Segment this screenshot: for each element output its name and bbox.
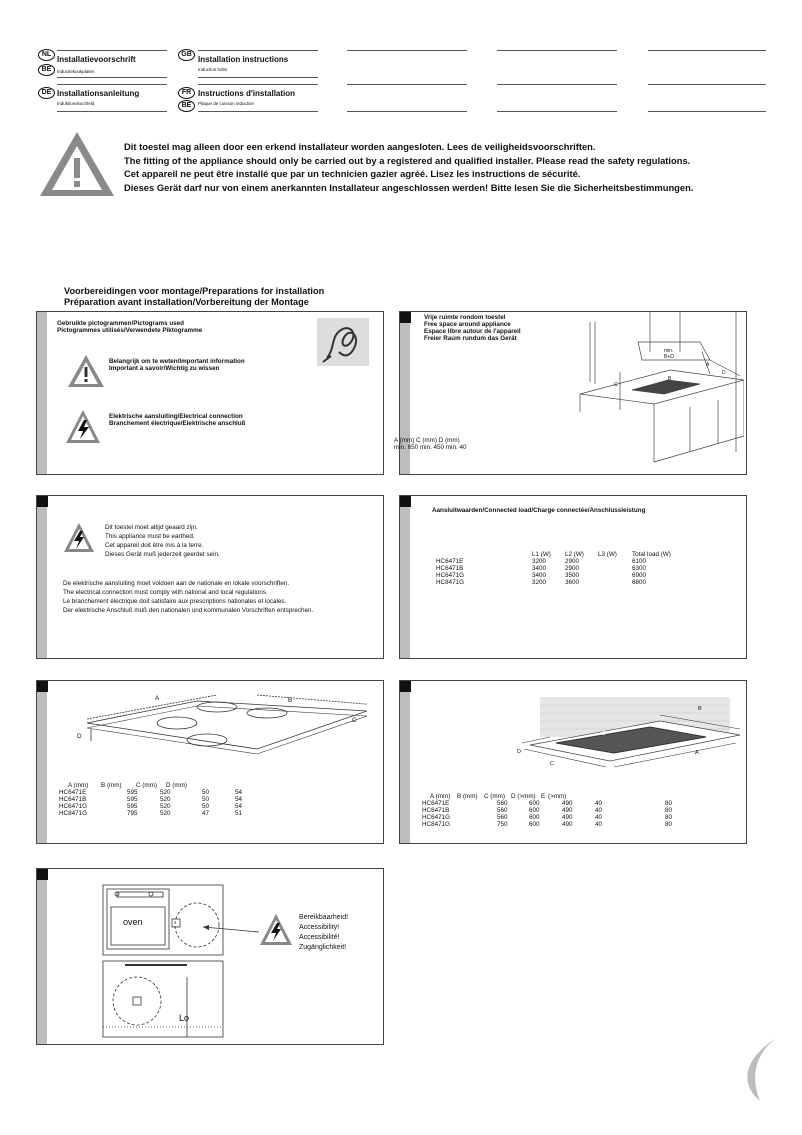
- earth-text-fr: Cet appareil doit être mis à la terre.: [105, 542, 204, 549]
- table-cell: 560: [497, 800, 508, 807]
- table-row: [422, 821, 672, 828]
- table-cell: 40: [595, 821, 603, 828]
- table-cell: 80: [665, 800, 673, 807]
- lang-badge-be: BE: [38, 64, 55, 76]
- panel-hob-dimensions: [36, 680, 384, 844]
- hob-label-c: C: [352, 717, 357, 724]
- column-header: L3 (W): [598, 551, 617, 558]
- column-header: [436, 551, 532, 558]
- lang-badge-gb: GB: [178, 49, 195, 61]
- accessibility-nl: Bereikbaarheid!: [299, 914, 349, 921]
- table-cell: 54: [235, 796, 243, 803]
- column-header: [59, 782, 68, 789]
- free-space-title-1: Vrije ruimte rondom toestel: [424, 314, 506, 321]
- header-title-de: Installationsanleitung: [57, 89, 140, 98]
- important-info-label-2: Important à savoir/Wichtig zu wissen: [109, 365, 220, 372]
- table-cell: 6800: [632, 579, 647, 586]
- label-a: A: [706, 362, 710, 368]
- table-row: [422, 807, 672, 814]
- hob-dimension-diagram: [77, 689, 367, 765]
- warning-line-fr: Cet appareil ne peut être installé que par un technicien gazier agréé. Lisez les instructions de sécurité.: [124, 168, 581, 179]
- accessibility-gb: Accessibility!: [299, 924, 340, 931]
- column-header: B (mm): [457, 793, 478, 800]
- table-cell: HC6471G: [422, 814, 451, 821]
- table-cell: 595: [127, 789, 138, 796]
- column-header: Total load (W): [632, 551, 671, 558]
- label-b-plus-d: B+D: [664, 354, 674, 360]
- table-cell: 3400: [532, 572, 547, 579]
- hob-dimensions-rows: [59, 789, 242, 817]
- electrical-label-2: Branchement électrique/Elektrische anschluß: [109, 420, 246, 427]
- table-cell: [598, 558, 632, 565]
- table-row: [422, 800, 672, 807]
- table-cell: 520: [160, 796, 171, 803]
- label-min: min.: [664, 348, 674, 354]
- column-header: C (mm): [136, 782, 157, 789]
- brand-swoosh-logo: [720, 1035, 780, 1105]
- regulation-text-fr: Le branchement électrique doit satisfaire aux prescriptions nationales et locales.: [63, 598, 287, 605]
- table-cell: 80: [665, 814, 673, 821]
- regulation-text-de: Der elektrische Anschluß muß den nationalen und kommunalen Vorschriften entsprechen.: [63, 607, 314, 614]
- table-cell: 51: [235, 810, 243, 817]
- table-cell: [598, 565, 632, 572]
- section-title-line2: Préparation avant installation/Vorbereitung der Montage: [64, 296, 309, 307]
- header-sub-de: Induktionskochfeld: [57, 101, 95, 106]
- warning-line-nl: Dit toestel mag alleen door een erkend installateur worden aangesloten. Lees de veiligheidsvoorschriften.: [124, 141, 596, 152]
- earth-text-de: Dieses Gerät muß jederzeit geerdet sein.: [105, 551, 220, 558]
- pictograms-title-2: Pictogrammes utilisés/Verwendete Piktogramme: [57, 327, 203, 334]
- table-cell: 80: [665, 821, 673, 828]
- table-row: [436, 579, 671, 586]
- oven-accessibility-diagram: [97, 881, 237, 1041]
- table-cell: [598, 579, 632, 586]
- free-space-title-3: Espace libre autour de l'appareil: [424, 328, 521, 335]
- label-d: D: [722, 370, 726, 376]
- table-cell: HC8471G: [59, 810, 88, 817]
- column-header: D (>mm): [511, 793, 536, 800]
- clearance-dims-values: min. 650 min. 450 min. 40: [394, 444, 467, 451]
- label-c: C: [614, 382, 618, 388]
- table-cell: HC6471B: [59, 796, 87, 803]
- table-row: [436, 558, 671, 565]
- cutout-header: [430, 793, 566, 800]
- lo-label: Lo: [179, 1013, 190, 1023]
- table-cell: 54: [235, 803, 243, 810]
- electrical-label-1: Elektrische aansluiting/Electrical connection: [109, 413, 243, 420]
- table-cell: 600: [529, 814, 540, 821]
- panel-cutout-dimensions: [399, 680, 747, 844]
- table-cell: 3500: [565, 572, 580, 579]
- panel-connected-load: [399, 495, 747, 659]
- hob-dimensions-table: [59, 782, 187, 789]
- table-header-row: [430, 793, 566, 800]
- table-row: [436, 565, 671, 572]
- warning-line-de: Dieses Gerät darf nur von einem anerkannten Installateur angeschlossen werden! Bitte lesen Sie die Sicherheitsbestimmungen.: [124, 181, 694, 193]
- hob-label-b: B: [288, 697, 293, 704]
- header-sub-nl: Inductiekookplaten: [57, 69, 95, 74]
- table-row: [59, 796, 242, 803]
- kitchen-clearance-diagram: [550, 312, 744, 472]
- table-cell: 750: [497, 821, 508, 828]
- table-cell: HC6471B: [436, 565, 464, 572]
- free-space-title-2: Free space around appliance: [424, 321, 511, 328]
- regulation-text-gb: The electrical connection must comply with national and local regulations.: [63, 589, 268, 596]
- connected-load-title: Aansluitwaarden/Connected load/Charge connectée/Anschlussleistung: [432, 507, 646, 514]
- table-cell: 3200: [532, 558, 547, 565]
- table-cell: 2900: [565, 565, 580, 572]
- table-cell: 80: [665, 807, 673, 814]
- table-cell: 54: [235, 789, 243, 796]
- installer-warning: [124, 140, 693, 194]
- table-cell: 595: [127, 796, 138, 803]
- table-cell: 490: [562, 807, 573, 814]
- table-cell: 3600: [565, 579, 580, 586]
- warning-line-gb: The fitting of the appliance should only be carried out by a registered and qualified installer. Please read the safety regulations.: [124, 154, 691, 166]
- table-cell: 40: [595, 807, 603, 814]
- label-b: B: [668, 376, 672, 382]
- cutout-label-b: B: [698, 706, 702, 712]
- lang-badge-be-fr: BE: [178, 100, 195, 112]
- hob-label-d: D: [77, 733, 82, 740]
- accessibility-de: Zugänglichkeit!: [299, 944, 347, 951]
- table-row: [436, 572, 671, 579]
- column-header: L2 (W): [565, 551, 584, 558]
- cutout-label-c: C: [550, 761, 554, 767]
- table-cell: HC6471E: [422, 800, 450, 807]
- header-sub-fr: Plaque de cuisson induction: [198, 101, 255, 106]
- table-row: [59, 810, 242, 817]
- table-cell: 600: [529, 821, 540, 828]
- panel-free-space: [394, 311, 747, 475]
- header-title-fr: Instructions d'installation: [198, 89, 296, 98]
- column-header: A (mm): [68, 782, 89, 789]
- cutout-label-e: E: [602, 731, 606, 737]
- table-cell: 560: [497, 807, 508, 814]
- cutout-dimension-diagram: [510, 691, 740, 781]
- table-cell: 490: [562, 814, 573, 821]
- column-header: E: [541, 793, 546, 800]
- table-cell: 40: [595, 800, 603, 807]
- table-cell: HC8471G: [436, 579, 465, 586]
- pictograms-title-1: Gebruikte pictogrammen/Pictograms used: [57, 320, 185, 327]
- table-cell: 50: [202, 803, 210, 810]
- lang-badge-fr: FR: [178, 87, 195, 99]
- important-info-label-1: Belangrijk om te weten/Important information: [109, 358, 245, 365]
- table-cell: 47: [202, 810, 210, 817]
- electrical-connection-icon: [65, 409, 101, 445]
- table-cell: 3400: [532, 565, 547, 572]
- electrical-warning-icon: [259, 913, 293, 947]
- header-sub-gb: Induction hobs: [198, 67, 228, 72]
- column-header: L1 (W): [532, 551, 551, 558]
- pointer-arrow-icon: [201, 923, 261, 935]
- warning-triangle-icon: [38, 130, 116, 198]
- cutout-label-d: D: [517, 749, 521, 755]
- lang-badge-nl: NL: [38, 49, 55, 61]
- table-cell: 600: [529, 807, 540, 814]
- table-cell: HC6471E: [59, 789, 87, 796]
- table-cell: 520: [160, 789, 171, 796]
- lang-badge-de: DE: [38, 87, 55, 99]
- table-cell: 50: [202, 789, 210, 796]
- table-cell: 3200: [532, 579, 547, 586]
- table-cell: 520: [160, 803, 171, 810]
- panel-pictograms: [36, 311, 384, 475]
- table-cell: HC6471E: [436, 558, 464, 565]
- accessibility-fr: Accessibilité!: [299, 934, 340, 941]
- table-cell: 6100: [632, 558, 647, 565]
- header-title-nl: Installatievoorschrift: [57, 55, 136, 64]
- section-title: [64, 286, 324, 307]
- table-header-row: [436, 551, 671, 558]
- section-title-line1: Voorbereidingen voor montage/Preparations for installation: [64, 286, 325, 296]
- free-space-title-4: Freier Raum rundum das Gerät: [424, 335, 517, 342]
- electrical-warning-icon: [63, 522, 95, 554]
- table-cell: 490: [562, 821, 573, 828]
- regulation-text-nl: De elektrische aansluiting moet voldoen aan de nationale en lokale voorschriften.: [63, 580, 290, 587]
- table-cell: HC6471G: [59, 803, 88, 810]
- cutout-label-a: A: [695, 750, 699, 756]
- cutout-dimensions-table: [422, 800, 672, 828]
- column-header: A (mm): [430, 793, 451, 800]
- column-header: C (mm): [484, 793, 505, 800]
- clearance-dims-header: A (mm) C (mm) D (mm): [394, 437, 460, 444]
- table-row: [59, 789, 242, 796]
- table-cell: 520: [160, 810, 171, 817]
- table-cell: 6900: [632, 572, 647, 579]
- header-title-gb: Installation instructions: [198, 55, 289, 64]
- oven-label: oven: [123, 917, 143, 927]
- important-info-icon: [67, 354, 105, 388]
- panel-accessibility: [36, 868, 384, 1045]
- table-cell: [598, 572, 632, 579]
- table-cell: 795: [127, 810, 138, 817]
- connected-load-table: [436, 551, 671, 586]
- table-cell: HC8471G: [422, 821, 451, 828]
- table-cell: 600: [529, 800, 540, 807]
- table-cell: 40: [595, 814, 603, 821]
- earth-text-gb: This appliance must be earthed.: [105, 533, 195, 540]
- panel-earthing: [36, 495, 384, 659]
- table-row: [422, 814, 672, 821]
- table-row: [59, 803, 242, 810]
- table-cell: 595: [127, 803, 138, 810]
- earth-text-nl: Dit toestel moet altijd geaard zijn.: [105, 524, 198, 531]
- column-header: (>mm): [548, 793, 567, 800]
- table-cell: 2900: [565, 558, 580, 565]
- table-cell: 6300: [632, 565, 647, 572]
- column-header: B (mm): [101, 782, 122, 789]
- column-header: D (mm): [166, 782, 187, 789]
- table-cell: HC6471B: [422, 807, 450, 814]
- hob-label-a: A: [155, 695, 160, 702]
- table-cell: 490: [562, 800, 573, 807]
- table-cell: 50: [202, 796, 210, 803]
- power-cable-icon: [317, 318, 369, 366]
- table-header-row: [59, 782, 187, 789]
- table-cell: HC6471G: [436, 572, 465, 579]
- table-cell: 560: [497, 814, 508, 821]
